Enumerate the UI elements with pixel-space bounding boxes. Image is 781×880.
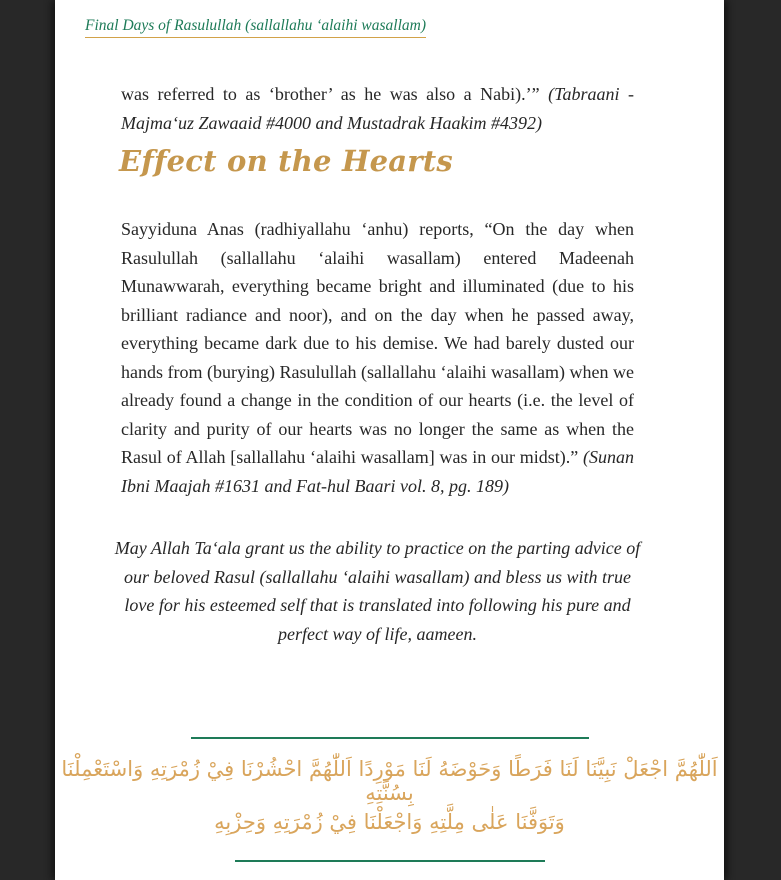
main-paragraph	[121, 215, 634, 500]
intro-paragraph-citation: (Tabraani - Majma‘uz Zawaaid #4000 and Mustadrak Haakim #4392)	[121, 84, 634, 133]
intro-paragraph	[121, 80, 634, 138]
arabic-dua-line-2: وَتَوَفَّنَا عَلٰى مِلَّتِهِ وَاجْعَلْنَا فِيْ زُمْرَتِهِ وَحِزْبِهِ	[214, 810, 565, 834]
section-heading: Effect on the Hearts	[119, 144, 453, 178]
top-divider-rule	[191, 737, 589, 739]
running-head	[85, 17, 426, 38]
intro-paragraph-text: was referred to as ‘brother’ as he was also a Nabi).’”	[121, 84, 549, 104]
book-page	[55, 0, 724, 880]
closing-dua-english: May Allah Ta‘ala grant us the ability to practice on the parting advice of our beloved Rasul (sallallahu ‘alaihi wasallam) and bless us with true love for his esteemed self that is translated into following his pure and perfect way of life, aameen.	[114, 538, 641, 644]
running-head-title: Final Days of Rasulullah (sallallahu ‘alaihi wasallam)	[85, 17, 426, 38]
arabic-dua-line-1: اَللّٰهُمَّ اجْعَلْ نَبِيَّنَا لَنَا فَرَطًا وَحَوْضَهُ لَنَا مَوْرِدًا اَللّٰهُمَّ احْشُرْنَا فِيْ زُمْرَتِهِ وَاسْتَعْمِلْنَا بِسُنَّتِهِ	[61, 757, 718, 805]
bottom-divider-rule	[235, 860, 545, 862]
main-paragraph-citation: (Sunan Ibni Maajah #1631 and Fat-hul Baari vol. 8, pg. 189)	[121, 447, 634, 496]
main-paragraph-text: Sayyiduna Anas (radhiyallahu ‘anhu) reports, “On the day when Rasulullah (sallallahu ‘alaihi wasallam) entered Madeenah Munawwarah, everything became bright and illuminated (due to his brilliant radiance and noor), and on the day when he passed away, everything became dark due to his demise. We had barely dusted our hands from (burying) Rasulullah (sallallahu ‘alaihi wasallam) when we already found a change in the condition of our hearts (i.e. the level of clarity and purity of our hearts was no longer the same as when the Rasul of Allah [sallallahu ‘alaihi wasallam] was in our midst).”	[121, 219, 634, 467]
